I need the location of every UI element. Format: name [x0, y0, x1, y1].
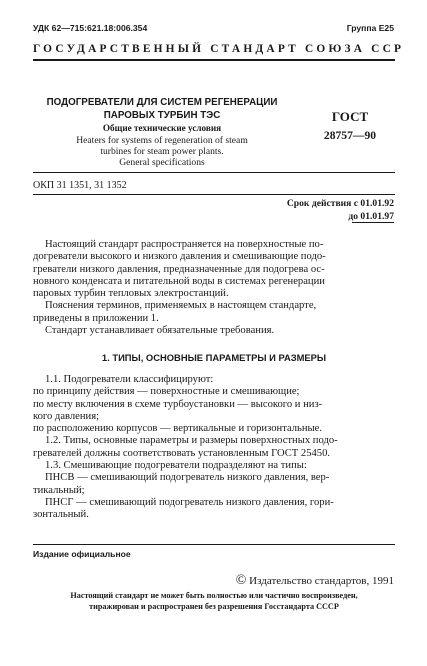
intro-line: догреватели высокого и низкого давления и смешивающие подо- — [33, 251, 326, 263]
footer-rule — [33, 544, 395, 545]
section-line: 1.3. Смешивающие подогреватели подразделяют на типы: — [45, 460, 307, 472]
intro-line: Настоящий стандарт распространяется на поверхностные по- — [45, 239, 324, 250]
validity-underline — [352, 222, 394, 223]
official-edition: Издание официальное — [33, 549, 131, 559]
section-line: по расположению корпусов — вертикальные и горизонтальные. — [33, 423, 322, 435]
validity-to: до 01.01.97 — [348, 211, 394, 222]
explain-line: Пояснения терминов, применяемых в настоящем стандарте, — [45, 300, 317, 312]
notice-line-1: Настоящий стандарт не может быть полностью или частично воспроизведен, — [70, 591, 358, 600]
validity-from: Срок действия с 01.01.92 — [286, 198, 394, 209]
udk-code: УДК 62—715:621.18:006.354 — [33, 23, 148, 33]
title-en-line-3: General specifications — [119, 157, 205, 168]
section-line: гревателей должны соответствовать установленным ГОСТ 25450. — [33, 447, 331, 459]
gost-banner: ГОСУДАРСТВЕННЫЙ СТАНДАРТ СОЮЗА ССР — [33, 43, 405, 55]
subtitle-ru: Общие технические условия — [102, 123, 222, 133]
title-line-1: ПОДОГРЕВАТЕЛИ ДЛЯ СИСТЕМ РЕГЕНЕРАЦИИ — [46, 97, 278, 108]
copyright-line — [236, 573, 394, 589]
title-line-2: ПАРОВЫХ ТУРБИН ТЭС — [103, 110, 221, 121]
group-code: Группа Е25 — [346, 23, 394, 33]
section-line: тикальный; — [33, 484, 85, 496]
section-line: по месту включения в схеме турбоустановки — высокого и низ- — [33, 398, 323, 410]
gost-number: 28757—90 — [323, 129, 377, 142]
section-line: 1.2. Типы, основные параметры и размеры поверхностных подо- — [45, 435, 338, 447]
banner-underline — [33, 59, 395, 61]
intro-line: новного конденсата и питательной воды в системах регенерации — [33, 275, 325, 287]
section-line: ПНСГ — смешивающий подогреватель низкого давления, гори- — [45, 496, 334, 508]
okp-rule — [33, 194, 395, 195]
title-rule — [33, 172, 395, 173]
intro-line: греватели низкого давления, предназначенные для подогрева ос- — [33, 263, 325, 275]
okp-code: ОКП 31 1351, 31 1352 — [33, 180, 127, 191]
section-line: ПНСВ — смешивающий подогреватель низкого давления, вер- — [45, 472, 330, 484]
explain-line: приведены в приложении 1. — [33, 312, 159, 324]
section-line: 1.1. Подогреватели классифицируют: — [45, 374, 214, 385]
copyright-icon: © — [235, 573, 247, 588]
notice-line-2: тиражирован и распространен без разрешения Госстандарта СССР — [89, 602, 339, 611]
title-en-line-2: turbines for steam power plants. — [100, 146, 224, 157]
section-1-body — [33, 374, 393, 522]
section-1-heading: 1. ТИПЫ, ОСНОВНЫЕ ПАРАМЕТРЫ И РАЗМЕРЫ — [101, 352, 327, 363]
copyright-text: Издательство стандартов, 1991 — [249, 575, 394, 587]
intro-line: паровых турбин тепловых электростанций. — [33, 288, 229, 300]
title-en-line-1: Heaters for systems of regeneration of steam — [76, 135, 248, 146]
section-line: зонтальный. — [33, 509, 89, 521]
intro-paragraph — [33, 239, 393, 337]
section-line: кого давления; — [33, 410, 100, 422]
section-line: по принципу действия — поверхностные и смешивающие; — [33, 386, 300, 398]
gost-label: ГОСТ — [331, 109, 369, 124]
mandatory-requirements: Стандарт устанавливает обязательные требования. — [45, 325, 275, 337]
